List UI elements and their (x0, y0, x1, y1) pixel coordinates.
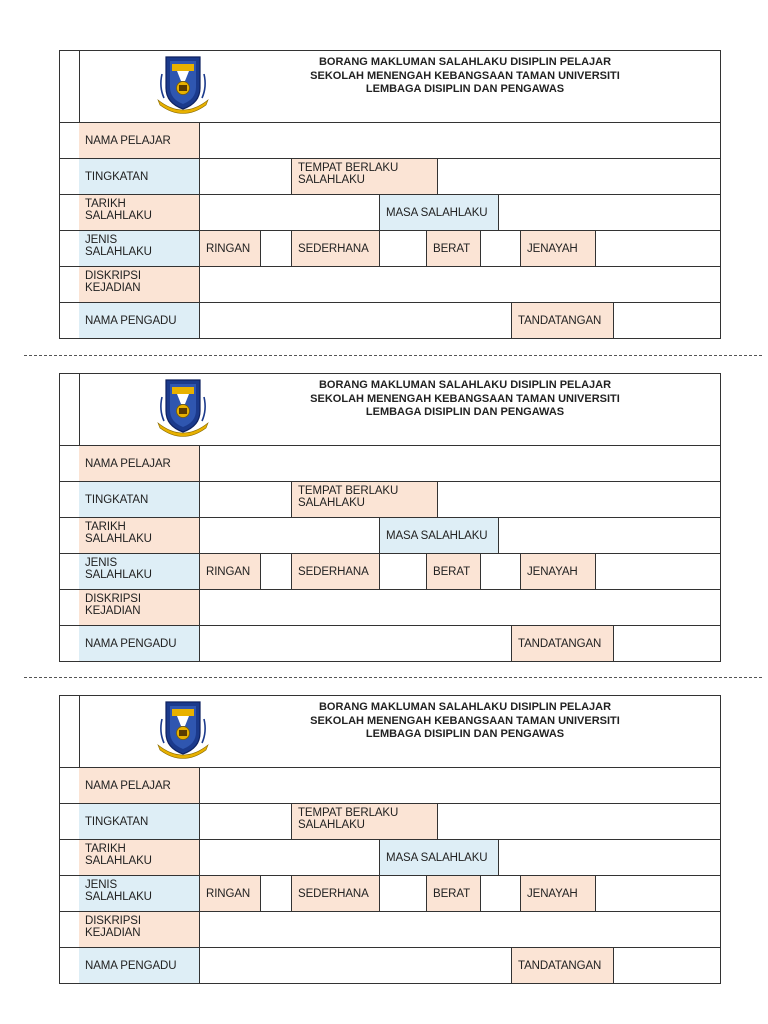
row-tingkatan (60, 803, 720, 839)
misconduct-form-2 (59, 373, 721, 662)
label-masa-salahlaku: MASA SALAHLAKU (379, 840, 498, 875)
input-masa-salahlaku[interactable] (498, 518, 720, 553)
label-jenis-line-1: JENIS (85, 879, 118, 891)
row-nama-pelajar (60, 445, 720, 481)
checkbox-berat[interactable] (480, 554, 520, 589)
checkbox-jenayah[interactable] (595, 231, 720, 266)
label-diskripsi-line-1: DISKRIPSI (85, 270, 141, 282)
row-index-cell (60, 159, 80, 194)
row-tarikh (60, 839, 720, 875)
label-tempat-berlaku (291, 804, 437, 839)
label-sederhana: SEDERHANA (291, 876, 379, 911)
title-line-2: SEKOLAH MENENGAH KEBANGSAAN TAMAN UNIVERSITI (310, 69, 620, 82)
checkbox-sederhana[interactable] (379, 231, 426, 266)
school-crest-icon (156, 377, 210, 439)
title-line-1: BORANG MAKLUMAN SALAHLAKU DISIPLIN PELAJAR (318, 56, 612, 68)
row-nama-pelajar (60, 122, 720, 158)
school-crest-icon (156, 699, 210, 761)
label-tarikh-line-1: TARIKH (85, 521, 126, 533)
row-index-cell (60, 374, 80, 445)
row-jenis (60, 875, 720, 911)
label-jenayah: JENAYAH (520, 876, 595, 911)
title-line-3: LEMBAGA DISIPLIN DAN PENGAWAS (365, 406, 565, 418)
input-nama-pengadu[interactable] (199, 948, 511, 983)
label-tarikh-line-2: SALAHLAKU (85, 855, 152, 867)
label-tingkatan: TINGKATAN (79, 159, 199, 194)
row-index-cell (60, 123, 80, 158)
label-tempat-line-2: SALAHLAKU (298, 174, 365, 186)
label-diskripsi (79, 267, 199, 302)
checkbox-berat[interactable] (480, 876, 520, 911)
checkbox-sederhana[interactable] (379, 554, 426, 589)
input-tarikh[interactable] (199, 195, 379, 230)
label-jenis-line-1: JENIS (85, 234, 118, 246)
row-jenis (60, 230, 720, 266)
checkbox-ringan[interactable] (260, 876, 291, 911)
row-index-cell (60, 518, 80, 553)
form-header (60, 696, 720, 767)
row-jenis (60, 553, 720, 589)
row-index-cell (60, 696, 80, 767)
label-tarikh-line-1: TARIKH (85, 198, 126, 210)
input-tandatangan[interactable] (613, 948, 720, 983)
row-index-cell (60, 482, 80, 517)
cut-line-2 (24, 677, 762, 678)
row-index-cell (60, 554, 80, 589)
label-diskripsi-line-2: KEJADIAN (85, 282, 141, 294)
label-diskripsi-line-2: KEJADIAN (85, 605, 141, 617)
input-tempat-berlaku[interactable] (437, 482, 720, 517)
row-pengadu (60, 947, 720, 983)
label-diskripsi (79, 912, 199, 947)
row-index-cell (60, 303, 80, 338)
row-tingkatan (60, 158, 720, 194)
input-diskripsi[interactable] (199, 267, 720, 302)
row-diskripsi (60, 911, 720, 947)
label-tandatangan: TANDATANGAN (511, 948, 613, 983)
row-tingkatan (60, 481, 720, 517)
label-nama-pengadu: NAMA PENGADU (79, 948, 199, 983)
title-line-2: SEKOLAH MENENGAH KEBANGSAAN TAMAN UNIVERSITI (310, 714, 620, 727)
label-jenis (79, 231, 199, 266)
label-jenis-line-2: SALAHLAKU (85, 569, 152, 581)
label-tempat-line-2: SALAHLAKU (298, 819, 365, 831)
input-tingkatan[interactable] (199, 804, 291, 839)
label-tandatangan: TANDATANGAN (511, 303, 613, 338)
form-header (60, 51, 720, 122)
label-sederhana: SEDERHANA (291, 231, 379, 266)
label-tingkatan: TINGKATAN (79, 804, 199, 839)
input-tingkatan[interactable] (199, 482, 291, 517)
label-tempat-line-2: SALAHLAKU (298, 497, 365, 509)
row-diskripsi (60, 589, 720, 625)
row-index-cell (60, 446, 80, 481)
label-tarikh-line-1: TARIKH (85, 843, 126, 855)
input-diskripsi[interactable] (199, 912, 720, 947)
checkbox-ringan[interactable] (260, 231, 291, 266)
label-nama-pelajar: NAMA PELAJAR (79, 446, 199, 481)
row-diskripsi (60, 266, 720, 302)
label-jenayah: JENAYAH (520, 231, 595, 266)
row-index-cell (60, 804, 80, 839)
label-berat: BERAT (426, 876, 480, 911)
label-jenayah: JENAYAH (520, 554, 595, 589)
checkbox-jenayah[interactable] (595, 876, 720, 911)
row-pengadu (60, 625, 720, 661)
form-title (210, 56, 720, 97)
label-masa-salahlaku: MASA SALAHLAKU (379, 518, 498, 553)
form-header (60, 374, 720, 445)
label-sederhana: SEDERHANA (291, 554, 379, 589)
input-masa-salahlaku[interactable] (498, 840, 720, 875)
label-nama-pelajar: NAMA PELAJAR (79, 768, 199, 803)
label-jenis (79, 876, 199, 911)
label-diskripsi-line-1: DISKRIPSI (85, 915, 141, 927)
misconduct-form-1 (59, 50, 721, 339)
label-tempat-line-1: TEMPAT BERLAKU (298, 162, 399, 174)
input-nama-pelajar[interactable] (199, 123, 720, 158)
label-berat: BERAT (426, 231, 480, 266)
input-tempat-berlaku[interactable] (437, 159, 720, 194)
input-tarikh[interactable] (199, 840, 379, 875)
misconduct-form-3 (59, 695, 721, 984)
input-nama-pelajar[interactable] (199, 446, 720, 481)
checkbox-ringan[interactable] (260, 554, 291, 589)
label-jenis-line-1: JENIS (85, 557, 118, 569)
row-tarikh (60, 517, 720, 553)
input-nama-pengadu[interactable] (199, 303, 511, 338)
label-ringan: RINGAN (199, 554, 260, 589)
label-tarikh (79, 840, 199, 875)
row-pengadu (60, 302, 720, 338)
label-tarikh (79, 195, 199, 230)
label-tarikh-line-2: SALAHLAKU (85, 533, 152, 545)
row-index-cell (60, 876, 80, 911)
label-diskripsi (79, 590, 199, 625)
row-index-cell (60, 195, 80, 230)
label-tempat-line-1: TEMPAT BERLAKU (298, 485, 399, 497)
row-index-cell (60, 626, 80, 661)
input-tarikh[interactable] (199, 518, 379, 553)
label-tempat-berlaku (291, 159, 437, 194)
input-tempat-berlaku[interactable] (437, 804, 720, 839)
label-ringan: RINGAN (199, 231, 260, 266)
row-tarikh (60, 194, 720, 230)
form-title (210, 379, 720, 420)
label-tarikh (79, 518, 199, 553)
label-nama-pengadu: NAMA PENGADU (79, 303, 199, 338)
title-line-1: BORANG MAKLUMAN SALAHLAKU DISIPLIN PELAJAR (318, 701, 612, 713)
input-tingkatan[interactable] (199, 159, 291, 194)
label-jenis (79, 554, 199, 589)
input-masa-salahlaku[interactable] (498, 195, 720, 230)
label-jenis-line-2: SALAHLAKU (85, 891, 152, 903)
label-berat: BERAT (426, 554, 480, 589)
input-nama-pengadu[interactable] (199, 626, 511, 661)
input-tandatangan[interactable] (613, 303, 720, 338)
label-diskripsi-line-1: DISKRIPSI (85, 593, 141, 605)
label-masa-salahlaku: MASA SALAHLAKU (379, 195, 498, 230)
input-diskripsi[interactable] (199, 590, 720, 625)
checkbox-jenayah[interactable] (595, 554, 720, 589)
checkbox-berat[interactable] (480, 231, 520, 266)
row-index-cell (60, 840, 80, 875)
cut-line-1 (24, 355, 762, 356)
label-tingkatan: TINGKATAN (79, 482, 199, 517)
row-index-cell (60, 768, 80, 803)
row-index-cell (60, 267, 80, 302)
checkbox-sederhana[interactable] (379, 876, 426, 911)
label-diskripsi-line-2: KEJADIAN (85, 927, 141, 939)
row-index-cell (60, 231, 80, 266)
input-tandatangan[interactable] (613, 626, 720, 661)
label-jenis-line-2: SALAHLAKU (85, 246, 152, 258)
label-tandatangan: TANDATANGAN (511, 626, 613, 661)
label-ringan: RINGAN (199, 876, 260, 911)
title-line-1: BORANG MAKLUMAN SALAHLAKU DISIPLIN PELAJAR (318, 379, 612, 391)
row-index-cell (60, 51, 80, 122)
title-line-3: LEMBAGA DISIPLIN DAN PENGAWAS (365, 83, 565, 95)
label-nama-pelajar: NAMA PELAJAR (79, 123, 199, 158)
row-index-cell (60, 948, 80, 983)
title-line-3: LEMBAGA DISIPLIN DAN PENGAWAS (365, 728, 565, 740)
input-nama-pelajar[interactable] (199, 768, 720, 803)
label-tempat-line-1: TEMPAT BERLAKU (298, 807, 399, 819)
label-tarikh-line-2: SALAHLAKU (85, 210, 152, 222)
form-title (210, 701, 720, 742)
title-line-2: SEKOLAH MENENGAH KEBANGSAAN TAMAN UNIVERSITI (310, 392, 620, 405)
label-nama-pengadu: NAMA PENGADU (79, 626, 199, 661)
row-index-cell (60, 912, 80, 947)
label-tempat-berlaku (291, 482, 437, 517)
school-crest-icon (156, 54, 210, 116)
row-index-cell (60, 590, 80, 625)
row-nama-pelajar (60, 767, 720, 803)
